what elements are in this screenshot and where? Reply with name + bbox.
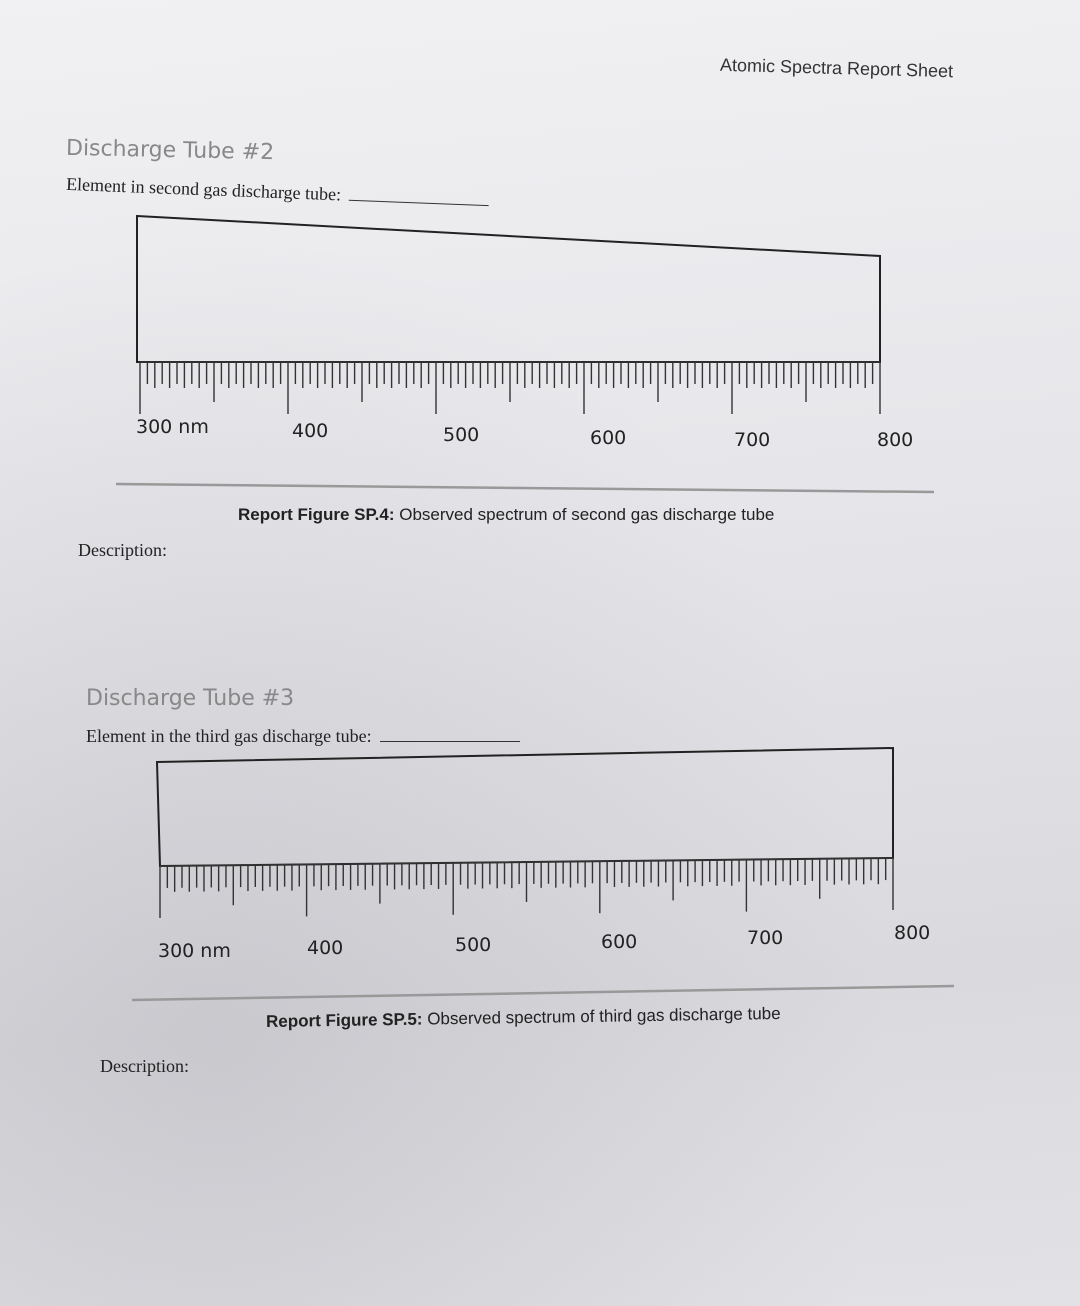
tube3-description-label: Description:: [100, 1056, 189, 1076]
tube3-element-label: Element in the third gas discharge tube:: [86, 726, 372, 746]
tube3-label-500: 500: [455, 934, 492, 956]
tube3-label-400: 400: [307, 937, 344, 959]
tube3-label-800: 800: [894, 922, 931, 944]
tube2-label-700: 700: [734, 429, 771, 451]
tube2-label-800: 800: [877, 429, 914, 451]
tube2-label-500: 500: [443, 424, 480, 446]
tube3-label-700: 700: [747, 927, 784, 949]
tube2-caption-bold: Report Figure SP.4:: [238, 505, 395, 524]
tube3-spectrum-box[interactable]: [157, 748, 893, 866]
tube2-label-600: 600: [590, 427, 627, 449]
tube2-description-label: Description:: [78, 540, 167, 560]
tube3-caption-text: Observed spectrum of third gas discharge tube: [427, 1003, 781, 1029]
tube3-caption-bold: Report Figure SP.5:: [265, 1009, 423, 1032]
tube3-divider: [132, 986, 954, 1000]
sheet-header: Atomic Spectra Report Sheet: [719, 54, 954, 82]
tube3-label-300: 300 nm: [158, 940, 231, 962]
tube3-title: Discharge Tube #3: [86, 686, 295, 711]
tube2-caption-text: Observed spectrum of second gas discharge tube: [399, 505, 775, 524]
tube2-title: Discharge Tube #2: [65, 135, 275, 166]
tube2-label-400: 400: [292, 420, 329, 442]
tube2-label-300: 300 nm: [136, 416, 209, 438]
tube3-ruler: [160, 858, 893, 918]
tube2-element-label: Element in second gas discharge tube:: [65, 173, 342, 205]
tube3-label-600: 600: [601, 931, 638, 953]
